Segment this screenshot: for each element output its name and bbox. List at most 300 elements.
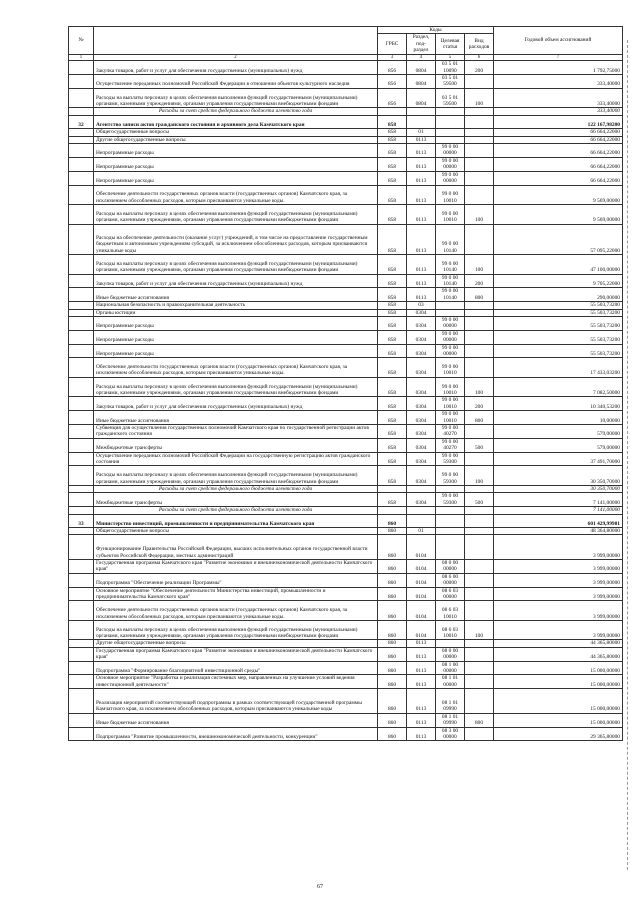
row-grbs: 858 <box>378 344 407 358</box>
row-num <box>69 601 94 621</box>
table-row <box>69 274 623 288</box>
row-article: 03 5 01 59500 <box>436 88 465 108</box>
row-num <box>69 316 94 330</box>
row-article: 99 0 00 10010 <box>436 411 465 425</box>
row-kind <box>465 115 494 129</box>
row-num <box>69 75 94 89</box>
row-num <box>69 485 94 492</box>
table-row <box>69 528 623 535</box>
scan-edge-line <box>627 40 628 870</box>
row-grbs: 858 <box>378 288 407 302</box>
row-name: Закупка товаров, работ и услуг для обеспечения государственных (муниципальных) нужд <box>94 274 378 288</box>
row-num <box>69 136 94 143</box>
row-kind <box>465 358 494 378</box>
row-kind <box>465 144 494 158</box>
row-article: 99 0 00 10010 <box>436 397 465 411</box>
row-sum: 66 664,22000 <box>494 157 623 171</box>
table-row <box>69 507 623 514</box>
row-name: Общегосударственные вопросы <box>94 129 378 136</box>
row-sum: 7 082,50000 <box>494 377 623 397</box>
row-article: 03 5 01 59500 <box>436 75 465 89</box>
table-row <box>69 727 623 741</box>
row-grbs: 858 <box>378 171 407 185</box>
row-sum: 579,00000 <box>494 425 623 439</box>
row-grbs: 858 <box>378 302 407 309</box>
row-grbs: 860 <box>378 675 407 689</box>
row-grbs: 860 <box>378 559 407 573</box>
row-num <box>69 535 94 560</box>
row-name: Обеспечение деятельности государственных органов власти (государственных органов) Камчатского края, за исключением обособленных расходов, которым присваиваются уникальные коды. <box>94 358 378 378</box>
row-num <box>69 61 94 75</box>
table-row <box>69 302 623 309</box>
row-name: Государственная программа Камчатского края "Развитие экономики и внешнеэкономической деятельности Камчатского края" <box>94 559 378 573</box>
table-row <box>69 397 623 411</box>
row-grbs: 860 <box>378 587 407 601</box>
row-name: Расходы на обеспечение деятельности (оказание услуг) учреждений, в том числе на предоставление государственным бюджетным и автономным учреждениям субсидий, за исключением обособленных расходов, которым присваиваются уникальные коды <box>94 224 378 255</box>
row-kind <box>465 108 494 115</box>
row-name: Функционирование Правительства Российской Федерации, высших исполнительных органов государственной власти субъектов Российской Федерации, местных администраций <box>94 535 378 560</box>
table-row <box>69 661 623 675</box>
row-section: 0804 <box>407 61 436 75</box>
row-article <box>436 514 465 528</box>
row-grbs: 858 <box>378 425 407 439</box>
row-section: 0304 <box>407 466 436 486</box>
row-grbs: 858 <box>378 157 407 171</box>
row-kind <box>465 157 494 171</box>
row-section: 0113 <box>407 205 436 225</box>
row-kind <box>465 185 494 205</box>
row-kind <box>465 528 494 535</box>
row-article: 99 0 00 10140 <box>436 288 465 302</box>
row-grbs: 860 <box>378 713 407 727</box>
row-sum: 3 999,00000 <box>494 601 623 621</box>
row-section <box>407 108 436 115</box>
row-article: 99 0 00 00000 <box>436 171 465 185</box>
row-num <box>69 377 94 397</box>
row-grbs: 860 <box>378 640 407 647</box>
row-grbs: 860 <box>378 661 407 675</box>
row-grbs <box>378 485 407 492</box>
row-sum: 3 999,00000 <box>494 587 623 601</box>
row-num <box>69 640 94 647</box>
row-kind <box>465 344 494 358</box>
row-name: Расходы за счет средств федерального бюджета агентство года <box>94 507 378 514</box>
row-name: Подпрограмма "Обеспечение реализации Программы" <box>94 573 378 587</box>
row-num <box>69 713 94 727</box>
row-grbs: 858 <box>378 377 407 397</box>
row-section: 0104 <box>407 559 436 573</box>
row-article: 08 3 00 00000 <box>436 727 465 741</box>
column-header-codes: Коды <box>378 27 494 34</box>
row-section: 0304 <box>407 438 436 452</box>
column-header-grbs: ГРБС <box>378 34 407 54</box>
row-grbs: 858 <box>378 274 407 288</box>
row-kind <box>465 640 494 647</box>
row-kind: 100 <box>465 88 494 108</box>
column-header-num: № <box>69 27 94 55</box>
row-kind <box>465 647 494 661</box>
row-num: 33 <box>69 514 94 528</box>
row-num <box>69 302 94 309</box>
row-kind <box>465 485 494 492</box>
table-row <box>69 675 623 689</box>
row-section: 0104 <box>407 573 436 587</box>
row-article: 99 0 00 00000 <box>436 330 465 344</box>
row-name: Обеспечение деятельности государственных органов власти (государственных органов) Камчатского края, за исключением обособленных расходов, которым присваиваются уникальные коды. <box>94 601 378 621</box>
row-grbs: 858 <box>378 115 407 129</box>
row-num <box>69 108 94 115</box>
row-article: 08 1 01 09990 <box>436 713 465 727</box>
row-num <box>69 675 94 689</box>
row-num <box>69 309 94 316</box>
row-kind <box>465 425 494 439</box>
row-name: Расходы на выплаты персоналу в целях обеспечения выполнения функций государственными (муниципальными) органами, казенными учреждениями, органами управления государственными внебюджетными фондами <box>94 255 378 275</box>
row-num <box>69 129 94 136</box>
row-num <box>69 411 94 425</box>
row-name: Расходы на выплаты персоналу в целях обеспечения выполнения функций государственными (муниципальными) органами, казенными учреждениями, органами управления государственными внебюджетными фондами <box>94 205 378 225</box>
row-sum: 9 569,00000 <box>494 185 623 205</box>
table-row <box>69 452 623 466</box>
index-cell: 3 <box>378 54 407 61</box>
row-num <box>69 493 94 507</box>
row-sum: 57 095,22000 <box>494 224 623 255</box>
row-grbs: 858 <box>378 493 407 507</box>
row-kind: 500 <box>465 493 494 507</box>
row-num <box>69 144 94 158</box>
row-name: Расходы на выплаты персоналу в целях обеспечения выполнения функций государственными (муниципальными) органами, казенными учреждениями, органами управления государственными внебюджетными фондами <box>94 466 378 486</box>
row-num <box>69 573 94 587</box>
row-name: Закупка товаров, работ и услуг для обеспечения государственных (муниципальных) нужд <box>94 61 378 75</box>
table-row <box>69 129 623 136</box>
row-sum: 30 350,70000 <box>494 466 623 486</box>
row-grbs: 858 <box>378 144 407 158</box>
row-sum: 333,40000 <box>494 75 623 89</box>
row-article: 99 0 00 10140 <box>436 274 465 288</box>
row-section: 0113 <box>407 675 436 689</box>
row-kind: 200 <box>465 397 494 411</box>
row-kind: 200 <box>465 274 494 288</box>
row-section: 0304 <box>407 344 436 358</box>
row-sum: 579,00000 <box>494 438 623 452</box>
row-section: 03 <box>407 302 436 309</box>
row-name: Реализация мероприятий соответствующей подпрограммы в рамках соответствующей государственной программы Камчатского края, за исключением обособленных расходов, которым присваиваются уникальные коды <box>94 689 378 714</box>
row-name: Министерство инвестиций, промышленности и предпринимательства Камчатского края <box>94 514 378 528</box>
row-grbs: 858 <box>378 358 407 378</box>
row-section: 0113 <box>407 727 436 741</box>
row-article: 99 0 00 40270 <box>436 425 465 439</box>
row-kind <box>465 514 494 528</box>
row-article: 99 0 00 59300 <box>436 493 465 507</box>
row-grbs: 860 <box>378 647 407 661</box>
table-row <box>69 377 623 397</box>
row-sum: 15 000,00000 <box>494 675 623 689</box>
row-article: 08 6 00 00000 <box>436 573 465 587</box>
index-cell: 6 <box>465 54 494 61</box>
row-section: 0113 <box>407 288 436 302</box>
row-section: 0113 <box>407 157 436 171</box>
row-section: 0304 <box>407 493 436 507</box>
index-cell: 2 <box>94 54 378 61</box>
row-article: 99 0 00 10010 <box>436 205 465 225</box>
row-name: Иные бюджетные ассигнования <box>94 713 378 727</box>
row-section: 0304 <box>407 358 436 378</box>
row-num <box>69 689 94 714</box>
row-sum: 55 503,73200 <box>494 316 623 330</box>
row-grbs: 860 <box>378 601 407 621</box>
row-kind <box>465 330 494 344</box>
row-grbs: 858 <box>378 224 407 255</box>
table-body <box>69 61 623 741</box>
table-row <box>69 136 623 143</box>
row-grbs: 856 <box>378 61 407 75</box>
row-name: Расходы на выплаты персоналу в целях обеспечения выполнения функций государственными (муниципальными) органами, казенными учреждениями, органами управления государственными внебюджетными фондами <box>94 620 378 640</box>
table-row <box>69 647 623 661</box>
row-grbs: 860 <box>378 514 407 528</box>
table-row <box>69 288 623 302</box>
row-kind <box>465 587 494 601</box>
row-article: 08 0 00 00000 <box>436 647 465 661</box>
row-section: 0113 <box>407 640 436 647</box>
row-sum: 29 365,80000 <box>494 727 623 741</box>
row-section: 0113 <box>407 171 436 185</box>
row-sum: 15 000,00000 <box>494 689 623 714</box>
row-kind: 200 <box>465 61 494 75</box>
row-grbs: 858 <box>378 452 407 466</box>
row-num <box>69 255 94 275</box>
row-section <box>407 507 436 514</box>
row-grbs: 858 <box>378 411 407 425</box>
row-name: Расходы на выплаты персоналу в целях обеспечения выполнения функций государственными (муниципальными) органами, казенными учреждениями, органами управления государственными внебюджетными фондами <box>94 377 378 397</box>
row-article: 08 6 03 10010 <box>436 620 465 640</box>
row-num <box>69 507 94 514</box>
row-sum: 30 350,70000 <box>494 485 623 492</box>
table-row <box>69 157 623 171</box>
table-row <box>69 330 623 344</box>
row-article <box>436 129 465 136</box>
row-section: 0113 <box>407 224 436 255</box>
row-name: Другие общегосударственные вопросы <box>94 136 378 143</box>
row-article: 08 0 00 00000 <box>436 559 465 573</box>
row-sum: 66 664,22000 <box>494 171 623 185</box>
row-article <box>436 136 465 143</box>
row-section: 0804 <box>407 75 436 89</box>
row-grbs: 858 <box>378 255 407 275</box>
column-header-sum: Годовой объем ассигнований <box>494 27 623 55</box>
row-sum: 601 429,99981 <box>494 514 623 528</box>
row-grbs: 858 <box>378 397 407 411</box>
row-num <box>69 205 94 225</box>
row-name: Межбюджетные трансферты <box>94 438 378 452</box>
page-number: 67 <box>317 884 323 890</box>
row-kind <box>465 302 494 309</box>
row-article: 99 0 00 00000 <box>436 157 465 171</box>
table-row <box>69 573 623 587</box>
row-article: 99 0 00 59300 <box>436 466 465 486</box>
row-sum: 333,40000 <box>494 88 623 108</box>
row-section: 0113 <box>407 185 436 205</box>
row-sum: 3 999,00000 <box>494 620 623 640</box>
table-row <box>69 144 623 158</box>
row-article: 08 1 00 00000 <box>436 661 465 675</box>
row-grbs: 860 <box>378 620 407 640</box>
row-num <box>69 438 94 452</box>
row-article <box>436 108 465 115</box>
row-kind: 800 <box>465 288 494 302</box>
row-num <box>69 661 94 675</box>
row-sum: 15 000,00000 <box>494 661 623 675</box>
row-num <box>69 587 94 601</box>
row-name: Другие общегосударственные вопросы <box>94 640 378 647</box>
row-kind: 800 <box>465 713 494 727</box>
table-row <box>69 493 623 507</box>
row-grbs: 860 <box>378 573 407 587</box>
table-row <box>69 535 623 560</box>
row-kind <box>465 689 494 714</box>
row-name: Закупка товаров, работ и услуг для обеспечения государственных (муниципальных) нужд <box>94 397 378 411</box>
row-sum: 290,00000 <box>494 288 623 302</box>
table-row <box>69 75 623 89</box>
row-article: 99 0 00 10140 <box>436 255 465 275</box>
row-article <box>436 309 465 316</box>
row-grbs: 860 <box>378 689 407 714</box>
row-section: 0304 <box>407 316 436 330</box>
row-sum: 66 664,22000 <box>494 129 623 136</box>
table-row <box>69 438 623 452</box>
row-sum: 66 664,22000 <box>494 144 623 158</box>
row-sum: 9 569,00000 <box>494 205 623 225</box>
row-kind <box>465 224 494 255</box>
row-grbs: 858 <box>378 205 407 225</box>
row-name: Подпрограмма "Формирование благоприятной инвестиционной среды" <box>94 661 378 675</box>
row-section: 0113 <box>407 274 436 288</box>
row-section: 0304 <box>407 411 436 425</box>
row-sum: 10 340,53200 <box>494 397 623 411</box>
column-header-article: Целевая статья <box>436 34 465 54</box>
row-grbs: 858 <box>378 438 407 452</box>
row-num <box>69 647 94 661</box>
row-kind <box>465 661 494 675</box>
row-article: 03 5 01 10090 <box>436 61 465 75</box>
table-row <box>69 255 623 275</box>
row-sum: 7 141,00000 <box>494 493 623 507</box>
row-article <box>436 302 465 309</box>
row-article: 08 6 03 00000 <box>436 587 465 601</box>
row-grbs: 860 <box>378 528 407 535</box>
row-num <box>69 171 94 185</box>
row-name: Осуществление переданных полномочий Российской Федерации в отношении объектов культурного наследия <box>94 75 378 89</box>
row-section: 0113 <box>407 661 436 675</box>
row-num <box>69 157 94 171</box>
row-sum: 48 364,80000 <box>494 528 623 535</box>
row-num <box>69 452 94 466</box>
row-grbs: 858 <box>378 316 407 330</box>
row-article: 99 0 00 00000 <box>436 344 465 358</box>
row-kind: 100 <box>465 620 494 640</box>
row-kind: 100 <box>465 466 494 486</box>
row-sum: 3 999,00000 <box>494 559 623 573</box>
row-article: 99 0 00 00000 <box>436 144 465 158</box>
row-section: 0113 <box>407 136 436 143</box>
row-sum: 55 503,73200 <box>494 344 623 358</box>
table-row <box>69 640 623 647</box>
row-section: 01 <box>407 528 436 535</box>
row-section: 0113 <box>407 689 436 714</box>
row-sum: 122 167,98200 <box>494 115 623 129</box>
row-num <box>69 620 94 640</box>
row-sum: 15 000,00000 <box>494 713 623 727</box>
row-section: 0113 <box>407 255 436 275</box>
row-kind: 100 <box>465 255 494 275</box>
row-grbs: 856 <box>378 75 407 89</box>
row-grbs: 858 <box>378 136 407 143</box>
row-article <box>436 640 465 647</box>
row-name: Подпрограмма "Развитие промышленности, внешнеэкономической деятельности, конкуренции" <box>94 727 378 741</box>
row-kind <box>465 727 494 741</box>
row-kind <box>465 129 494 136</box>
column-header-name <box>94 27 378 55</box>
row-article <box>436 507 465 514</box>
row-section <box>407 115 436 129</box>
table-row <box>69 514 623 528</box>
row-num <box>69 274 94 288</box>
row-name: Агентство записи актов гражданского состояния и архивного дела Камчатского края <box>94 115 378 129</box>
row-grbs <box>378 108 407 115</box>
row-section: 0104 <box>407 535 436 560</box>
table-row <box>69 115 623 129</box>
table-row <box>69 344 623 358</box>
row-name: Основное мероприятие "Обеспечение деятельности Министерства инвестиций, промышленности и предпринимательства Камчатского края" <box>94 587 378 601</box>
row-section: 0304 <box>407 377 436 397</box>
table-row <box>69 185 623 205</box>
row-sum: 7 141,00000 <box>494 507 623 514</box>
row-article: 99 0 00 59300 <box>436 452 465 466</box>
row-kind <box>465 171 494 185</box>
row-kind <box>465 601 494 621</box>
table-row <box>69 205 623 225</box>
row-num <box>69 727 94 741</box>
table-row <box>69 411 623 425</box>
row-kind: 100 <box>465 377 494 397</box>
row-kind <box>465 316 494 330</box>
table-row <box>69 61 623 75</box>
table-row <box>69 713 623 727</box>
row-article: 99 0 00 10010 <box>436 377 465 397</box>
row-kind <box>465 675 494 689</box>
table-row <box>69 358 623 378</box>
row-article: 08 6 03 10010 <box>436 601 465 621</box>
row-name: Непрограммные расходы <box>94 157 378 171</box>
row-sum: 44 365,80000 <box>494 640 623 647</box>
table-row <box>69 620 623 640</box>
index-cell: 1 <box>69 54 94 61</box>
row-grbs: 856 <box>378 88 407 108</box>
row-article: 99 0 00 40270 <box>436 438 465 452</box>
row-article: 99 0 00 10140 <box>436 224 465 255</box>
row-sum: 44 365,80000 <box>494 647 623 661</box>
row-num: 32 <box>69 115 94 129</box>
row-name: Расходы на выплаты персоналу в целях обеспечения выполнения функций государственными (муниципальными) органами, казенными учреждениями, органами управления государственными внебюджетными фондами <box>94 88 378 108</box>
table-row <box>69 689 623 714</box>
row-name: Субвенция для осуществления государственных полномочий Камчатского края по государственной регистрации актов гражданского состояния <box>94 425 378 439</box>
row-sum: 66 664,22000 <box>494 136 623 143</box>
index-cell: 5 <box>436 54 465 61</box>
row-kind: 500 <box>465 438 494 452</box>
row-section: 0304 <box>407 330 436 344</box>
row-article: 99 0 00 10010 <box>436 358 465 378</box>
row-section: 0113 <box>407 713 436 727</box>
table-row <box>69 466 623 486</box>
row-num <box>69 559 94 573</box>
